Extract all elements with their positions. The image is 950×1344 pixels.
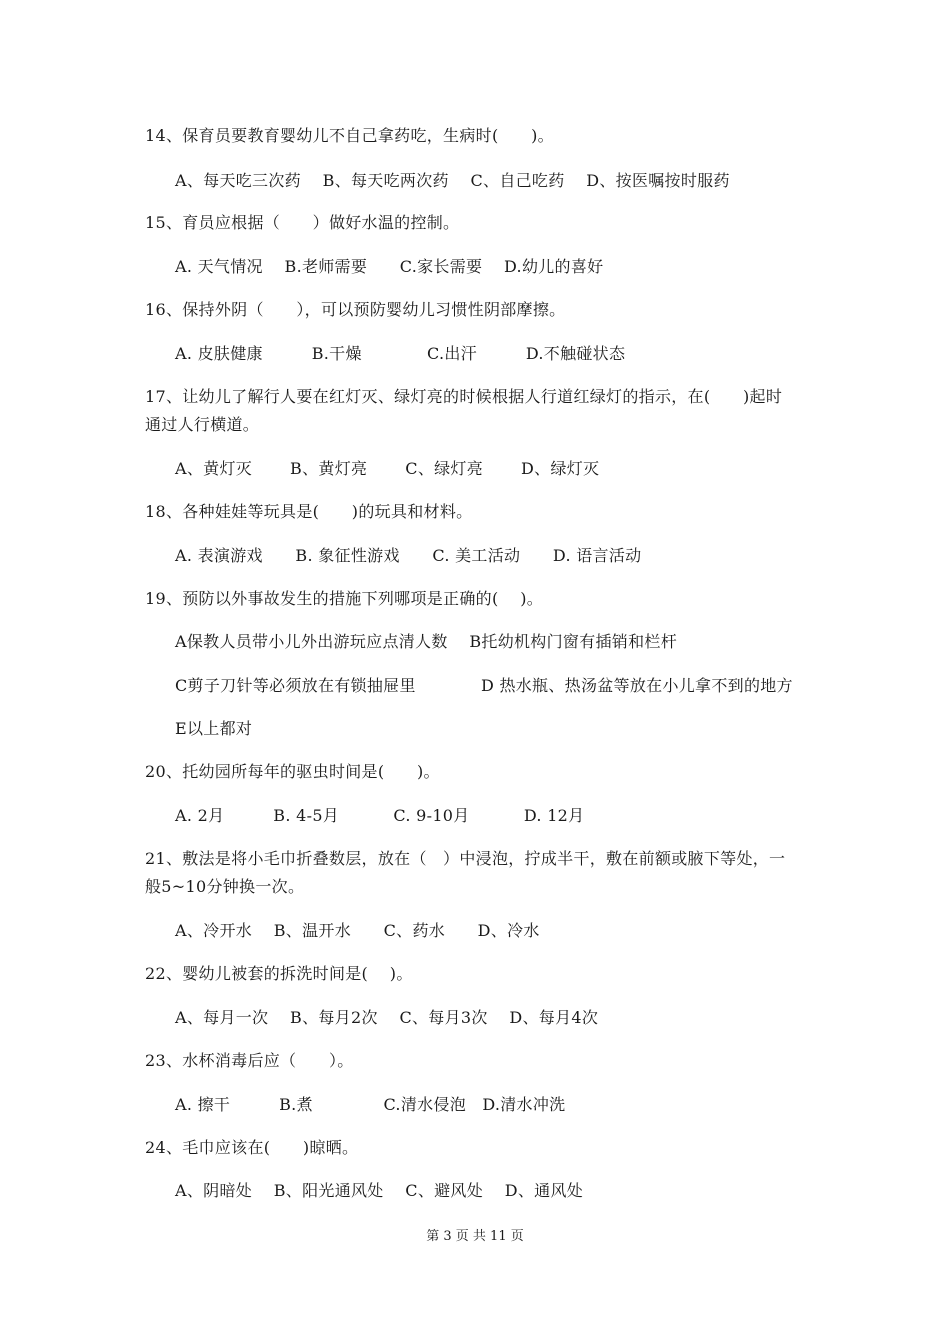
question-17-stem-continued: 通过人行横道。 (145, 415, 260, 434)
question-16-options: A. 皮肤健康 B.干燥 C.出汗 D.不触碰状态 (175, 344, 626, 363)
question-22-stem: 22、婴幼儿被套的拆洗时间是( )。 (145, 964, 413, 983)
question-21-stem: 21、敷法是将小毛巾折叠数层，放在（ ）中浸泡，拧成半干，敷在前额或腋下等处，一 (145, 849, 786, 868)
question-17-options: A、黄灯灭 B、黄灯亮 C、绿灯亮 D、绿灯灭 (175, 459, 600, 478)
question-15-stem: 15、育员应根据（ ）做好水温的控制。 (145, 213, 460, 232)
question-19-option-ab: A保教人员带小儿外出游玩应点清人数 B托幼机构门窗有插销和栏杆 (175, 632, 677, 651)
question-15-options: A. 天气情况 B.老师需要 C.家长需要 D.幼儿的喜好 (175, 257, 604, 276)
question-14-options: A、每天吃三次药 B、每天吃两次药 C、自己吃药 D、按医嘱按时服药 (175, 171, 730, 190)
page-number-footer: 第 3 页 共 11 页 (426, 1229, 524, 1244)
question-16-stem: 16、保持外阴（ ），可以预防婴幼儿习惯性阴部摩擦。 (145, 300, 566, 319)
question-17-stem: 17、让幼儿了解行人要在红灯灭、绿灯亮的时候根据人行道红绿灯的指示，在( )起时 (145, 387, 783, 406)
question-24-options: A、阴暗处 B、阳光通风处 C、避风处 D、通风处 (175, 1181, 584, 1200)
question-24-stem: 24、毛巾应该在( )晾晒。 (145, 1138, 359, 1157)
question-19-option-cd: C剪子刀针等必须放在有锁抽屉里 D 热水瓶、热汤盆等放在小儿拿不到的地方 (175, 676, 793, 695)
question-14-stem: 14、保育员要教育婴幼儿不自己拿药吃，生病时( )。 (145, 126, 554, 145)
question-23-options: A. 擦干 B.煮 C.清水侵泡 D.清水冲洗 (175, 1095, 566, 1114)
question-18-stem: 18、各种娃娃等玩具是( )的玩具和材料。 (145, 502, 473, 521)
question-20-options: A. 2月 B. 4-5月 C. 9-10月 D. 12月 (175, 806, 585, 825)
question-21-options: A、冷开水 B、温开水 C、药水 D、冷水 (175, 921, 540, 940)
question-19-option-e: E以上都对 (175, 719, 253, 738)
question-21-stem-continued: 般5~10分钟换一次。 (145, 877, 305, 896)
question-18-options: A. 表演游戏 B. 象征性游戏 C. 美工活动 D. 语言活动 (175, 546, 642, 565)
question-20-stem: 20、托幼园所每年的驱虫时间是( )。 (145, 762, 440, 781)
question-19-stem: 19、预防以外事故发生的措施下列哪项是正确的( )。 (145, 589, 544, 608)
question-22-options: A、每月一次 B、每月2次 C、每月3次 D、每月4次 (175, 1008, 599, 1027)
question-23-stem: 23、水杯消毒后应（ ）。 (145, 1051, 354, 1070)
